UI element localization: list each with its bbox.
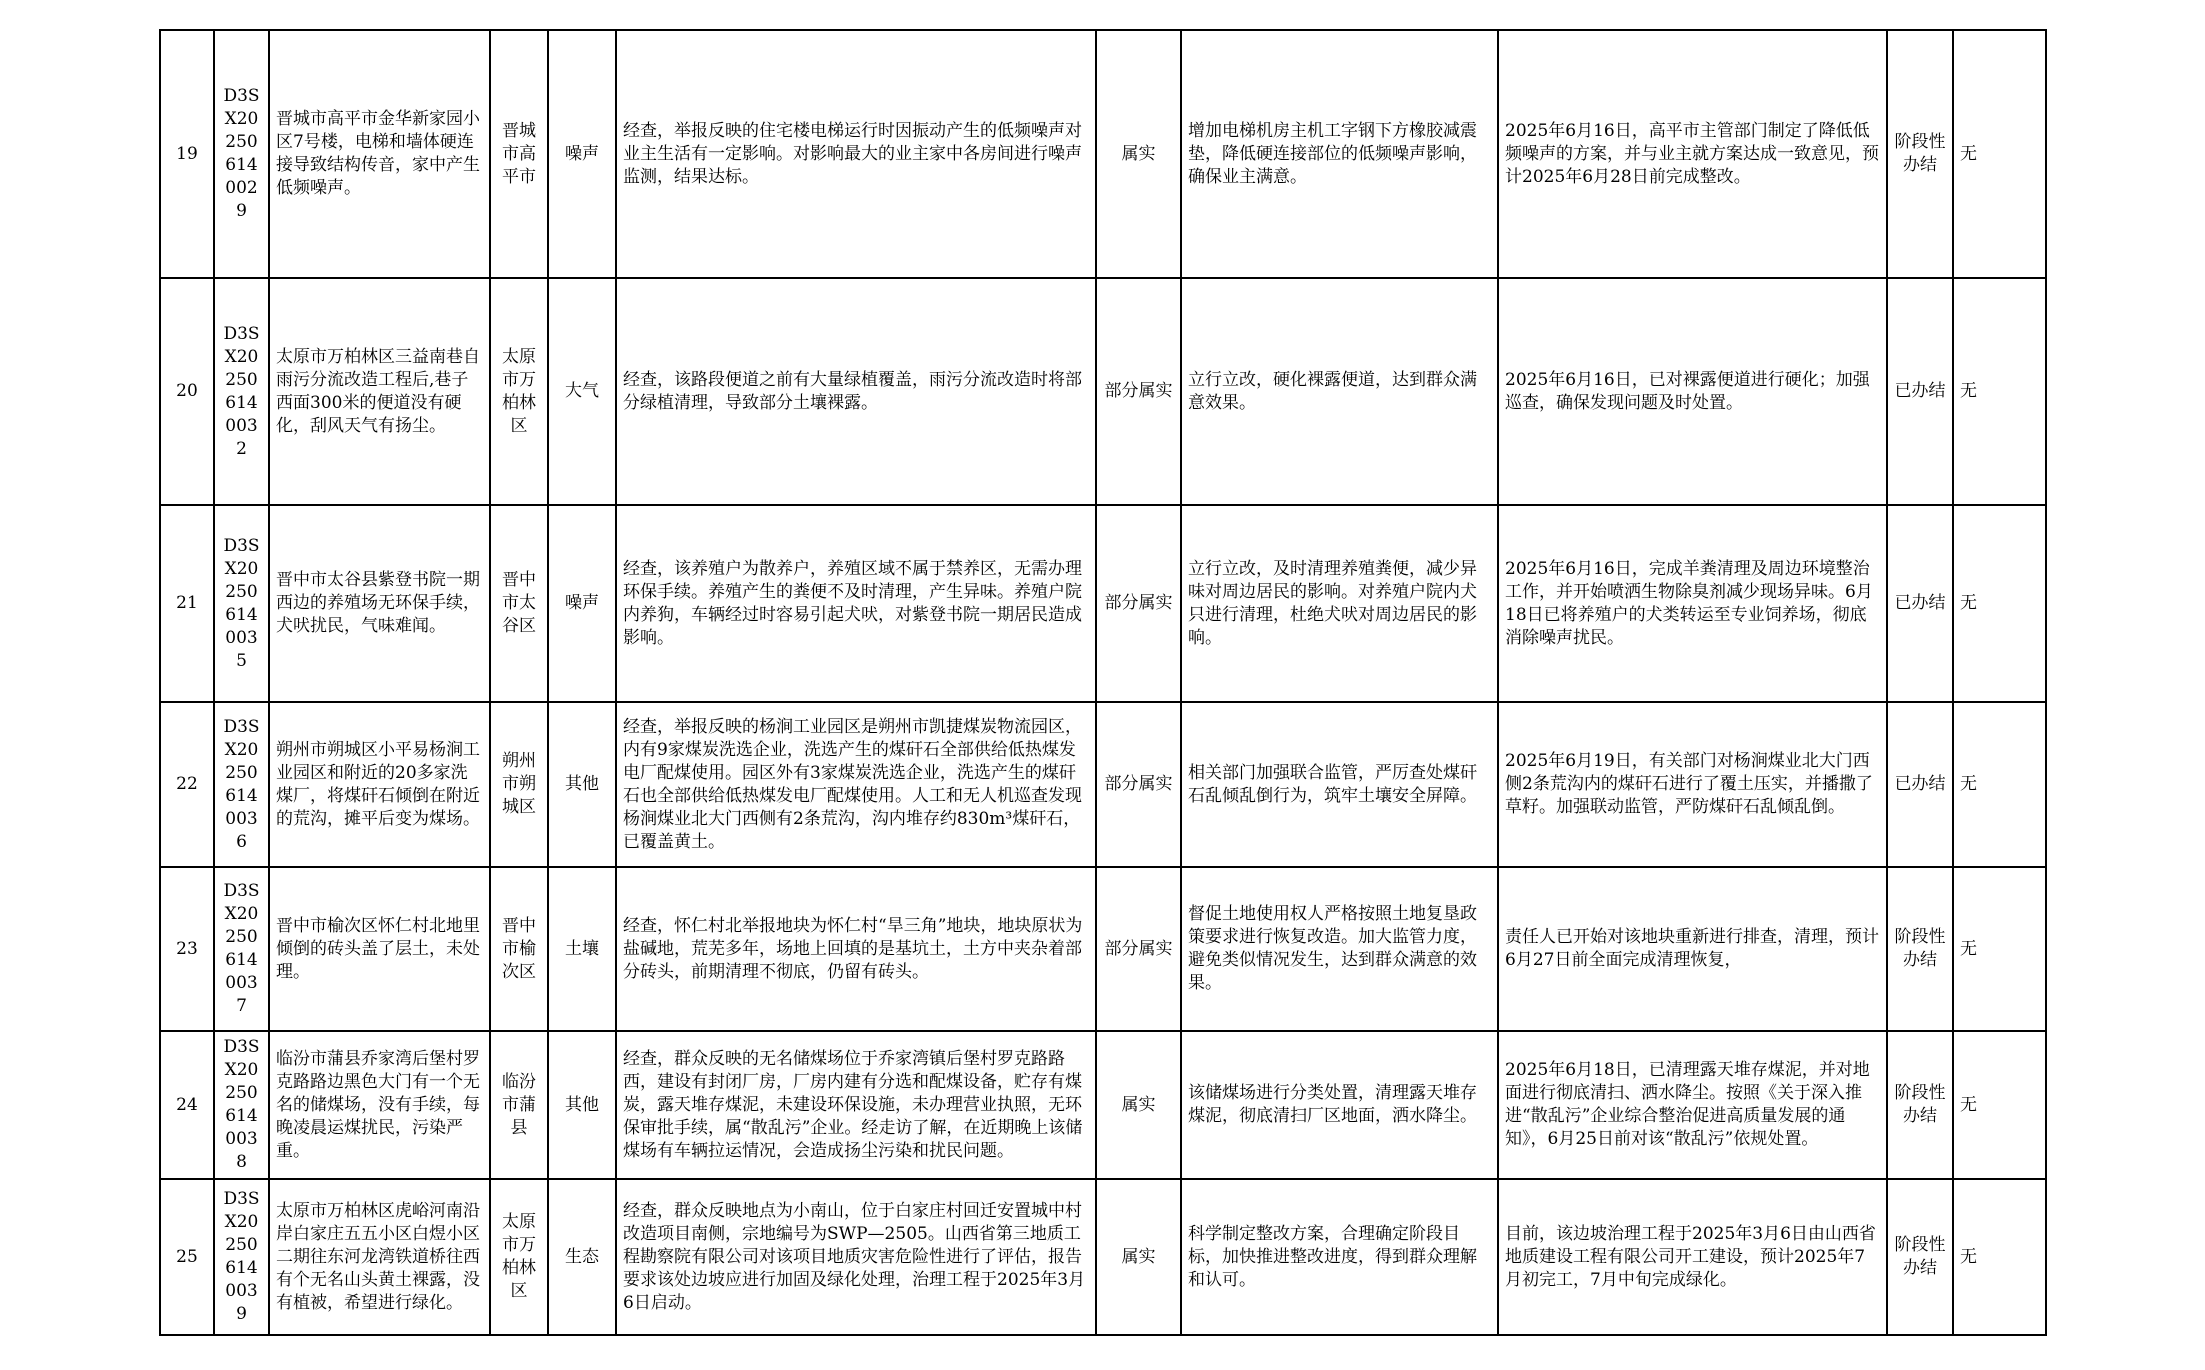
table-row	[160, 867, 2046, 1031]
complaint-table	[159, 29, 2047, 1336]
case-status: 已办结	[1887, 505, 1953, 702]
admin-area: 晋城市高平市	[490, 30, 548, 278]
accountability: 无	[1953, 505, 2046, 702]
accountability: 无	[1953, 1179, 2046, 1335]
rectification-progress: 2025年6月18日，已清理露天堆存煤泥，并对地面进行彻底清扫、洒水降尘。按照《关于深入推进“散乱污”企业综合整治促进高质量发展的通知》，6月25日前对该“散乱污”依规处置。	[1498, 1031, 1887, 1179]
accountability: 无	[1953, 867, 2046, 1031]
admin-area: 临汾市蒲县	[490, 1031, 548, 1179]
case-status: 阶段性办结	[1887, 867, 1953, 1031]
row-number: 22	[160, 702, 214, 867]
rectification-progress: 2025年6月16日，高平市主管部门制定了降低低频噪声的方案，并与业主就方案达成一致意见，预计2025年6月28日前完成整改。	[1498, 30, 1887, 278]
case-status: 已办结	[1887, 702, 1953, 867]
investigation-finding: 经查，怀仁村北举报地块为怀仁村“旱三角”地块，地块原状为盐碱地，荒芜多年，场地上回填的是基坑土，土方中夹杂着部分砖头，前期清理不彻底，仍留有砖头。	[616, 867, 1096, 1031]
verdict: 部分属实	[1096, 867, 1181, 1031]
complaint-content: 太原市万柏林区虎峪河南沿岸白家庄五五小区白煜小区二期往东河龙湾铁道桥往西有个无名山头黄土裸露，没有植被，希望进行绿化。	[269, 1179, 490, 1335]
case-code: D3SX20250614003​5	[214, 505, 269, 702]
case-code: D3SX20250614002​9	[214, 30, 269, 278]
row-number: 23	[160, 867, 214, 1031]
verdict: 部分属实	[1096, 505, 1181, 702]
table-row	[160, 278, 2046, 505]
admin-area: 晋中市太谷区	[490, 505, 548, 702]
case-code: D3SX20250614003​7	[214, 867, 269, 1031]
complaint-content: 临汾市蒲县乔家湾后堡村罗克路路边黑色大门有一个无名的储煤场，没有手续，每晚凌晨运煤扰民，污染严重。	[269, 1031, 490, 1179]
rectification-plan: 增加电梯机房主机工字钢下方橡胶减震垫，降低硬连接部位的低频噪声影响，确保业主满意。	[1181, 30, 1498, 278]
table-row	[160, 30, 2046, 278]
rectification-plan: 督促土地使用权人严格按照土地复垦政策要求进行恢复改造。加大监管力度，避免类似情况发生，达到群众满意的效果。	[1181, 867, 1498, 1031]
complaint-content: 晋中市榆次区怀仁村北地里倾倒的砖头盖了层土，未处理。	[269, 867, 490, 1031]
complaint-content: 太原市万柏林区三益南巷自雨污分流改造工程后,巷子西面300米的便道没有硬化，刮风天气有扬尘。	[269, 278, 490, 505]
admin-area: 太原市万柏林区	[490, 1179, 548, 1335]
investigation-finding: 经查，群众反映地点为小南山，位于白家庄村回迁安置城中村改造项目南侧，宗地编号为SWP—2505。山西省第三地质工程勘察院有限公司对该项目地质灾害危险性进行了评估，报告要求该处边坡应进行加固及绿化处理，治理工程于2025年3月6日启动。	[616, 1179, 1096, 1335]
case-code: D3SX20250614003​9	[214, 1179, 269, 1335]
case-status: 阶段性办结	[1887, 1031, 1953, 1179]
case-code: D3SX20250614003​2	[214, 278, 269, 505]
investigation-finding: 经查，举报反映的住宅楼电梯运行时因振动产生的低频噪声对业主生活有一定影响。对影响最大的业主家中各房间进行噪声监测，结果达标。	[616, 30, 1096, 278]
rectification-plan: 立行立改，硬化裸露便道，达到群众满意效果。	[1181, 278, 1498, 505]
rectification-plan: 立行立改，及时清理养殖粪便，减少异味对周边居民的影响。对养殖户院内犬只进行清理，杜绝犬吠对周边居民的影响。	[1181, 505, 1498, 702]
accountability: 无	[1953, 30, 2046, 278]
case-status: 阶段性办结	[1887, 30, 1953, 278]
table-body	[160, 30, 2046, 1335]
rectification-plan: 科学制定整改方案，合理确定阶段目标，加快推进整改进度，得到群众理解和认可。	[1181, 1179, 1498, 1335]
rectification-progress: 2025年6月16日，完成羊粪清理及周边环境整治工作，并开始喷洒生物除臭剂减少现场异味。6月18日已将养殖户的犬类转运至专业饲养场，彻底消除噪声扰民。	[1498, 505, 1887, 702]
admin-area: 朔州市朔城区	[490, 702, 548, 867]
verdict: 属实	[1096, 1031, 1181, 1179]
table-row	[160, 505, 2046, 702]
row-number: 21	[160, 505, 214, 702]
row-number: 19	[160, 30, 214, 278]
investigation-finding: 经查，该路段便道之前有大量绿植覆盖，雨污分流改造时将部分绿植清理，导致部分土壤裸露。	[616, 278, 1096, 505]
table-row	[160, 1179, 2046, 1335]
verdict: 部分属实	[1096, 702, 1181, 867]
rectification-plan: 相关部门加强联合监管，严厉查处煤矸石乱倾乱倒行为，筑牢土壤安全屏障。	[1181, 702, 1498, 867]
admin-area: 太原市万柏林区	[490, 278, 548, 505]
accountability: 无	[1953, 278, 2046, 505]
case-status: 阶段性办结	[1887, 1179, 1953, 1335]
accountability: 无	[1953, 702, 2046, 867]
case-code: D3SX20250614003​8	[214, 1031, 269, 1179]
case-code: D3SX20250614003​6	[214, 702, 269, 867]
pollution-type: 生态	[548, 1179, 616, 1335]
table-row	[160, 1031, 2046, 1179]
accountability: 无	[1953, 1031, 2046, 1179]
rectification-progress: 目前，该边坡治理工程于2025年3月6日由山西省地质建设工程有限公司开工建设，预计2025年7月初完工，7月中旬完成绿化。	[1498, 1179, 1887, 1335]
complaint-content: 朔州市朔城区小平易杨涧工业园区和附近的20多家洗煤厂，将煤矸石倾倒在附近的荒沟，摊平后变为煤场。	[269, 702, 490, 867]
rectification-progress: 2025年6月19日，有关部门对杨涧煤业北大门西侧2条荒沟内的煤矸石进行了覆土压实，并播撒了草籽。加强联动监管，严防煤矸石乱倾乱倒。	[1498, 702, 1887, 867]
rectification-plan: 该储煤场进行分类处置，清理露天堆存煤泥，彻底清扫厂区地面，洒水降尘。	[1181, 1031, 1498, 1179]
investigation-finding: 经查，群众反映的无名储煤场位于乔家湾镇后堡村罗克路路西，建设有封闭厂房，厂房内建有分选和配煤设备，贮存有煤炭，露天堆存煤泥，未建设环保设施，未办理营业执照，无环保审批手续，属“散乱污”企业。经走访了解，在近期晚上该储煤场有车辆拉运情况，会造成扬尘污染和扰民问题。	[616, 1031, 1096, 1179]
investigation-finding: 经查，该养殖户为散养户，养殖区域不属于禁养区，无需办理环保手续。养殖产生的粪便不及时清理，产生异味。养殖户院内养狗，车辆经过时容易引起犬吠，对紫登书院一期居民造成影响。	[616, 505, 1096, 702]
admin-area: 晋中市榆次区	[490, 867, 548, 1031]
complaint-content: 晋城市高平市金华新家园小区7号楼，电梯和墙体硬连接导致结构传音，家中产生低频噪声。	[269, 30, 490, 278]
table-row	[160, 702, 2046, 867]
pollution-type: 土壤	[548, 867, 616, 1031]
case-status: 已办结	[1887, 278, 1953, 505]
verdict: 部分属实	[1096, 278, 1181, 505]
complaint-content: 晋中市太谷县紫登书院一期西边的养殖场无环保手续，犬吠扰民，气味难闻。	[269, 505, 490, 702]
rectification-progress: 责任人已开始对该地块重新进行排查，清理，预计6月27日前全面完成清理恢复，	[1498, 867, 1887, 1031]
rectification-progress: 2025年6月16日，已对裸露便道进行硬化；加强巡查，确保发现问题及时处置。	[1498, 278, 1887, 505]
pollution-type: 大气	[548, 278, 616, 505]
row-number: 25	[160, 1179, 214, 1335]
pollution-type: 噪声	[548, 30, 616, 278]
row-number: 24	[160, 1031, 214, 1179]
pollution-type: 噪声	[548, 505, 616, 702]
investigation-finding: 经查，举报反映的杨涧工业园区是朔州市凯捷煤炭物流园区，内有9家煤炭洗选企业，洗选产生的煤矸石全部供给低热煤发电厂配煤使用。园区外有3家煤炭洗选企业，洗选产生的煤矸石也全部供给低热煤发电厂配煤使用。人工和无人机巡查发现杨涧煤业北大门西侧有2条荒沟，沟内堆存约830m³煤矸石，已覆盖黄土。	[616, 702, 1096, 867]
verdict: 属实	[1096, 30, 1181, 278]
pollution-type: 其他	[548, 702, 616, 867]
verdict: 属实	[1096, 1179, 1181, 1335]
pollution-type: 其他	[548, 1031, 616, 1179]
row-number: 20	[160, 278, 214, 505]
